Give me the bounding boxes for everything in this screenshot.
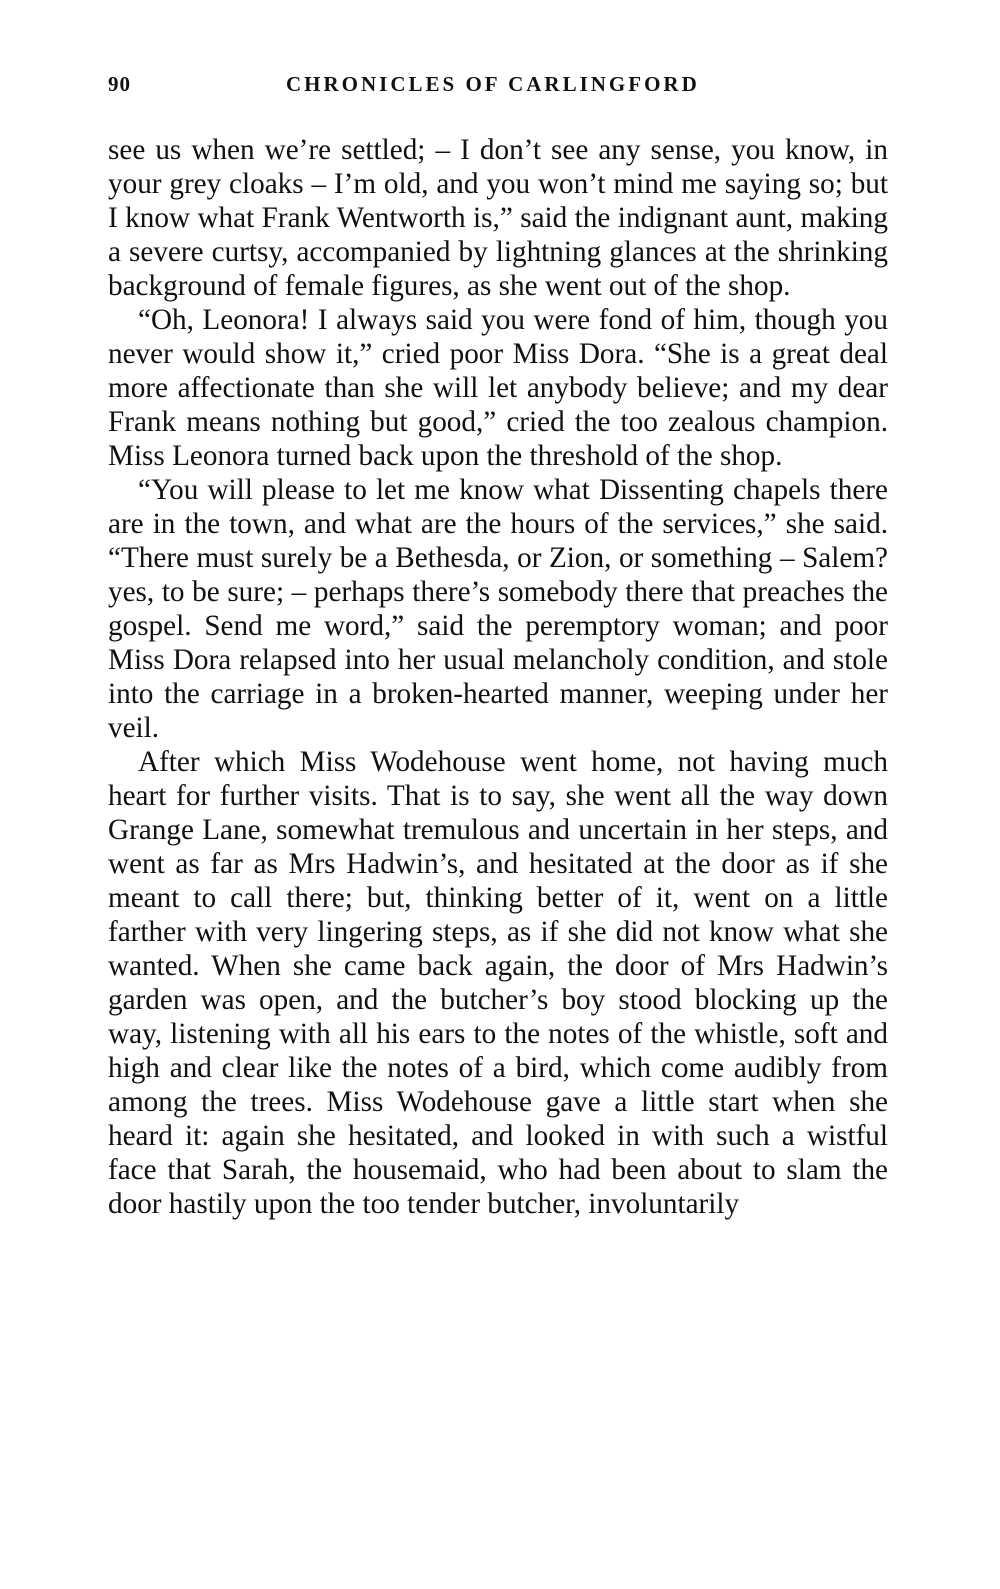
running-title: CHRONICLES OF CARLINGFORD	[286, 72, 700, 96]
paragraph-3: “You will please to let me know what Dissenting chapels there are in the town, and what are the hours of the services,” she said. “There must surely be a Bethesda, or Zion, or something – Salem? yes, to be sure; – perhaps there’s somebody there that preaches the gospel. Send me word,” said the peremptory woman; and poor Miss Dora relapsed into her usual melancholy condition, and stole into the carriage in a broken-hearted manner, weeping under her veil.	[108, 474, 888, 744]
paragraph-2: “Oh, Leonora! I always said you were fond of him, though you never would show it,” cried poor Miss Dora. “She is a great deal more affectionate than she will let anybody believe; and my dear Frank means nothing but good,” cried the too zealous champion. Miss Leonora turned back upon the threshold of the shop.	[108, 304, 888, 472]
paragraph-1: see us when we’re settled; – I don’t see any sense, you know, in your grey cloaks – I’m old, and you won’t mind me saying so; but I know what Frank Wentworth is,” said the indignant aunt, making a severe curtsy, accompanied by lightning glances at the shrinking background of female figures, as she went out of the shop.	[108, 134, 888, 302]
running-head	[108, 72, 888, 102]
body-text	[108, 133, 888, 1221]
paragraph-4: After which Miss Wodehouse went home, not having much heart for further visits. That is to say, she went all the way down Grange Lane, somewhat tremulous and uncertain in her steps, and went as far as Mrs Hadwin’s, and hesitated at the door as if she meant to call there; but, thinking better of it, went on a little farther with very lingering steps, as if she did not know what she wanted. When she came back again, the door of Mrs Hadwin’s garden was open, and the butcher’s boy stood blocking up the way, listening with all his ears to the notes of the whistle, soft and high and clear like the notes of a bird, which come audibly from among the trees. Miss Wodehouse gave a little start when she heard it: again she hesitated, and looked in with such a wistful face that Sarah, the housemaid, who had been about to slam the door hastily upon the too tender butcher, involuntarily	[108, 746, 888, 1220]
page-number: 90	[108, 72, 131, 96]
